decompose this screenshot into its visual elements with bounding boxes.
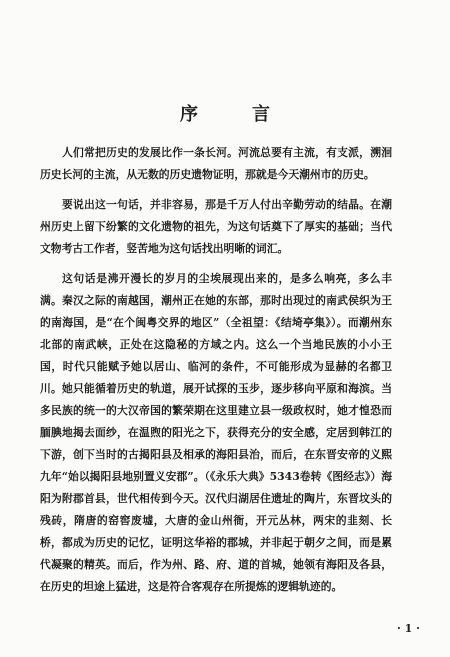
paragraph-3: 这句话是沸开漫长的岁月的尘埃展现出来的，是多么响亮，多么丰满。秦汉之际的南越国，潮州正在她的东部，那时出现过的南武侯织为王的南海国，是“在个闽粤交界的地区”（全祖望：《结埼亭集》）。而潮州东北部的南武峡，正处在这隐秘的方域之内。这么一个当地民族的小小王国，时代只能赋予她以居山、临河的条件，不可能形成为显赫的名都卫川。她只能循着历史的轨道，展开试探的玉步，逐步移向平原和海滨。当多民族的统一的大汉帝国的繁荣期在这里建立县一级政权时，她才惶恐而腼腆地揭去面纱，在温煦的阳光之下，获得充分的安全感，定居到韩江的下游，创下当时的古揭阳县及相承的海阳县治，而后，在东晋安帝的义熙九年“始以揭阳县地别置义安郡”。（《永乐大典》5343卷转《图经志》）海阳为附郡首县，世代相传到今天。汉代归湖居住遗址的陶片，东晋坟头的残砖，隋唐的窑窖废墟，大唐的金山州衙，开元丛林，两宋的韭刻、长桥，都成为历史的记忆，证明这华裕的郡城，并非起于朝夕之间，而是累代凝聚的精英。而后，作为州、路、府、道的首城，她领有海阳及各县，在历史的坦途上猛进，这是符合客观存在所提炼的逻辑轨迹的。 bbox=[40, 272, 392, 593]
paragraph-1: 人们常把历史的发展比作一条长河。河流总要有主流，有支派，溯洄历史长河的主流，从无数的历史遗物证明，那就是今天潮州市的历史。 bbox=[40, 146, 392, 181]
paragraph-2: 要说出这一句话，并非容易，那是千万人付出辛勤劳动的结晶。在潮州历史上留下纷繁的文化遗物的祖先，为这句话奠下了厚实的基础；当代文物考古工作者，竖苦地为这句话找出明晰的词汇。 bbox=[40, 198, 392, 255]
body-text bbox=[40, 142, 392, 606]
page-title: 序 言 bbox=[180, 104, 288, 125]
page-number: · 1 · bbox=[397, 622, 420, 635]
